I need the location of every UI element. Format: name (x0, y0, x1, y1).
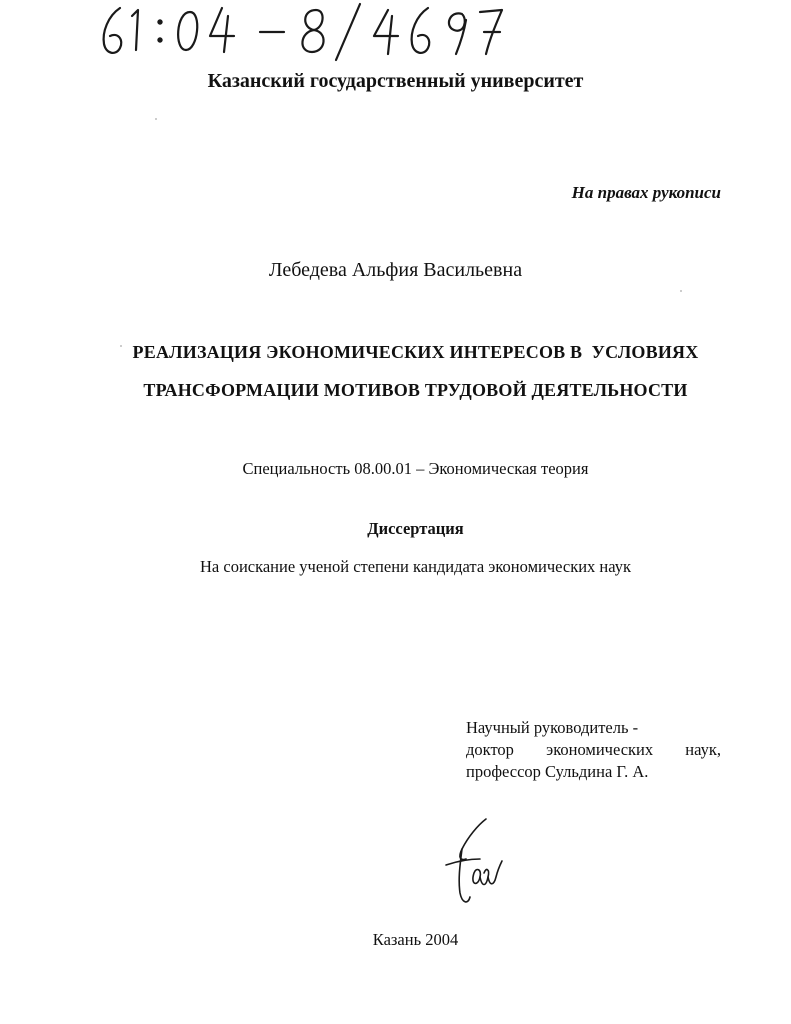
dissertation-title-line-1: РЕАЛИЗАЦИЯ ЭКОНОМИЧЕСКИХ ИНТЕРЕСОВ В УСЛОВИЯХ (132, 342, 699, 362)
scan-speck (120, 345, 122, 347)
handwritten-archive-code (98, 2, 518, 62)
supervisor-role: Научный руководитель - (466, 718, 639, 737)
supervisor-degree: доктор экономических наук, (466, 740, 721, 759)
supervisor-block (466, 717, 721, 783)
document-type: Диссертация (367, 519, 464, 538)
scan-speck (155, 118, 157, 120)
author-name: Лебедева Альфия Васильевна (268, 259, 523, 281)
scan-speck (680, 290, 682, 292)
specialty-line: Специальность 08.00.01 – Экономическая теория (242, 459, 589, 478)
degree-line: На соискание ученой степени кандидата экономических наук (200, 557, 631, 576)
supervisor-name: профессор Сульдина Г. А. (466, 762, 649, 781)
manuscript-rights-note: На правах рукописи (571, 183, 721, 202)
university-name: Казанский государственный университет (207, 70, 584, 92)
dissertation-title-line-2: ТРАНСФОРМАЦИИ МОТИВОВ ТРУДОВОЙ ДЕЯТЕЛЬНОСТИ (143, 380, 688, 400)
city-year: Казань 2004 (372, 930, 459, 949)
signature (440, 815, 520, 910)
